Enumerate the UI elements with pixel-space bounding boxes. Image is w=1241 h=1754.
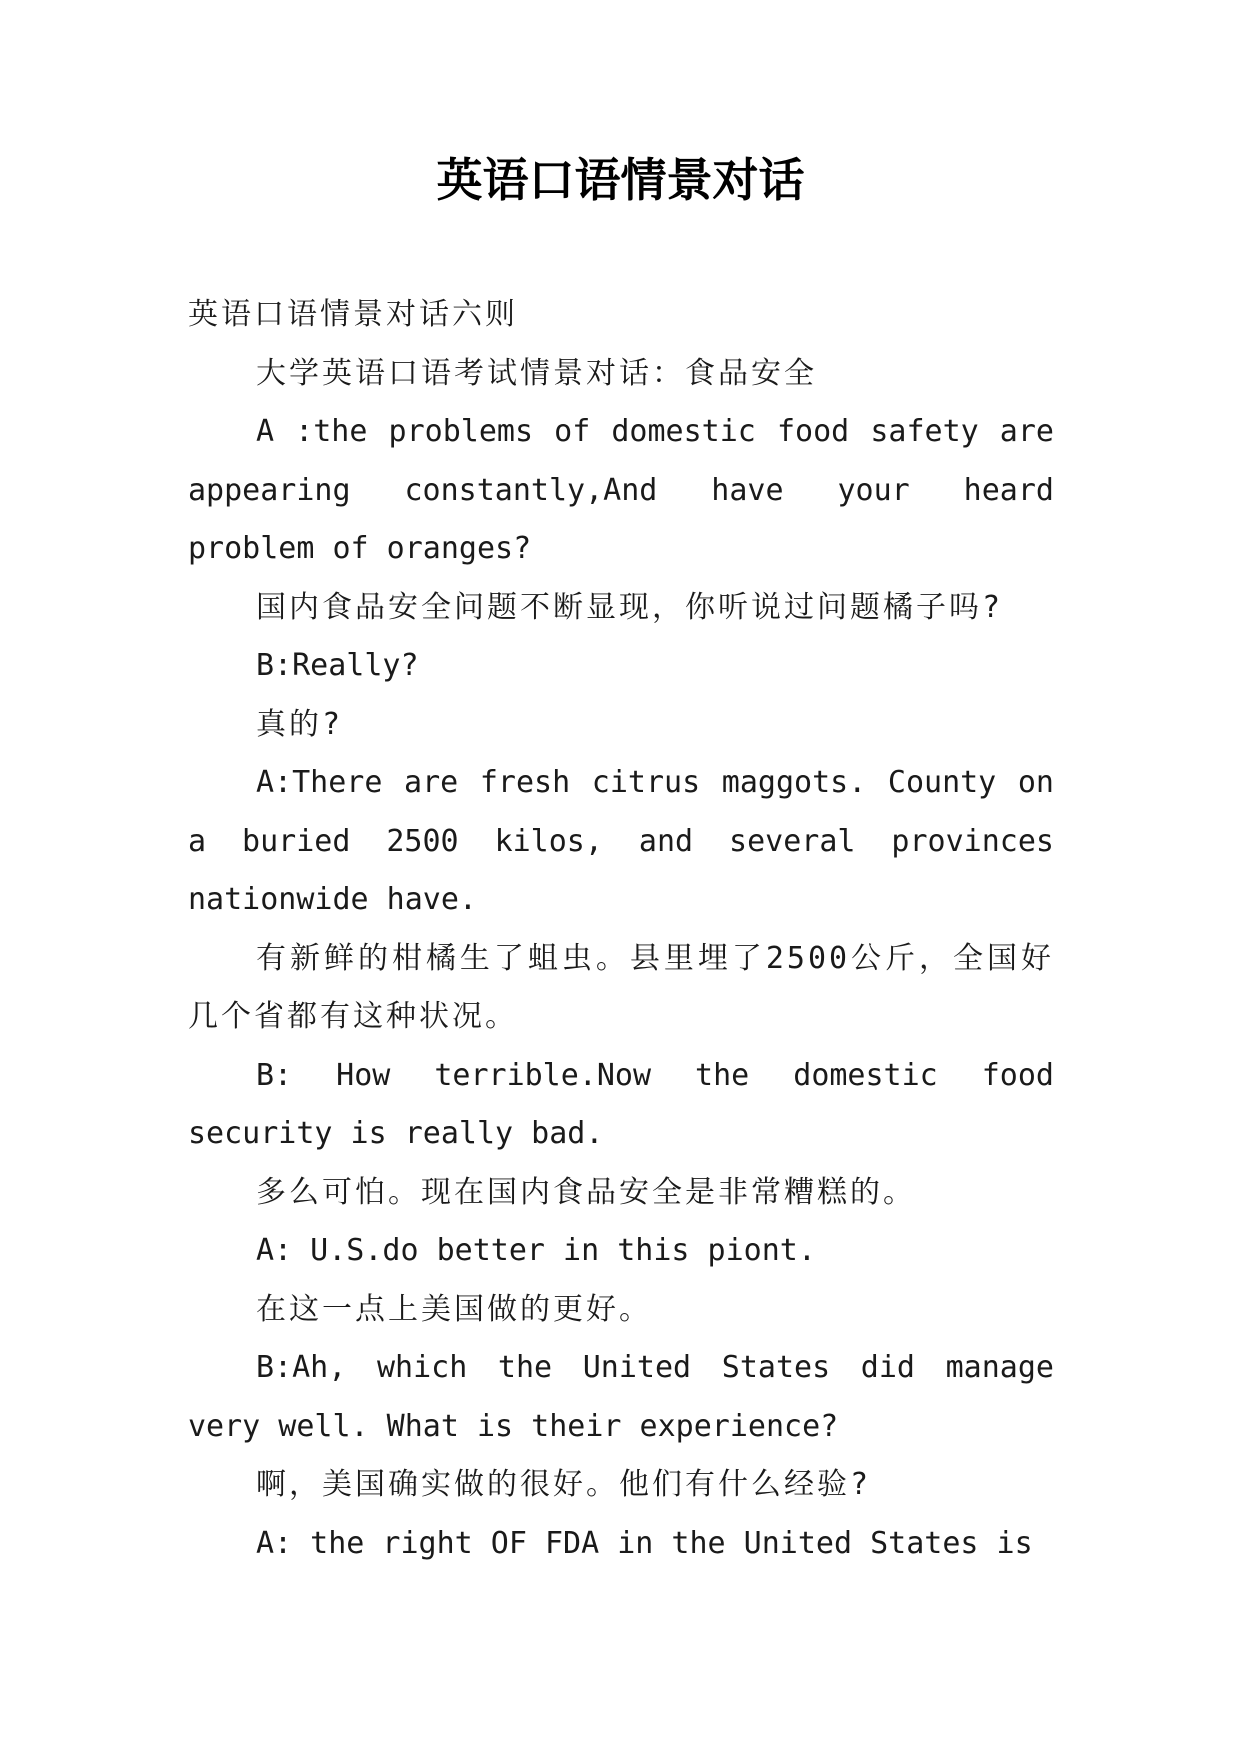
dialogue-line-en: A :the problems of domestic food safety are appearing constantly,And have your heard problem of oranges? (188, 414, 1054, 566)
document-title: 英语口语情景对话 (436, 153, 805, 207)
dialogue-line-cn: 国内食品安全问题不断显现，你听说过问题橘子吗? (256, 589, 1004, 625)
dialogue-line-cn: 在这一点上美国做的更好。 (256, 1291, 652, 1327)
dialogue-line-en: A:There are fresh citrus maggots. County on a buried 2500 kilos, and several provinces nationwide have. (188, 765, 1054, 917)
dialogue-line-en: A: U.S.do better in this piont. (256, 1233, 816, 1268)
dialogue-line-en: B:Really? (256, 648, 419, 683)
dialogue-topic: 大学英语口语考试情景对话：食品安全 (256, 355, 817, 391)
section-heading: 英语口语情景对话六则 (188, 297, 518, 332)
document-body (188, 286, 1054, 1573)
dialogue-line-en: B: How terrible.Now the domestic food security is really bad. (188, 1057, 1054, 1151)
dialogue-line-cn: 啊，美国确实做的很好。他们有什么经验? (256, 1467, 872, 1502)
dialogue-line-cn: 多么可怕。现在国内食品安全是非常糟糕的。 (256, 1174, 916, 1210)
dialogue-line-en: A: the right OF FDA in the United States is (256, 1525, 1033, 1561)
dialogue-line-cn: 有新鲜的柑橘生了蛆虫。县里埋了2500公斤，全国好几个省都有这种状况。 (188, 940, 1054, 1034)
dialogue-line-en: B:Ah, which the United States did manage very well. What is their experience? (188, 1350, 1054, 1444)
dialogue-line-cn: 真的? (256, 706, 344, 742)
